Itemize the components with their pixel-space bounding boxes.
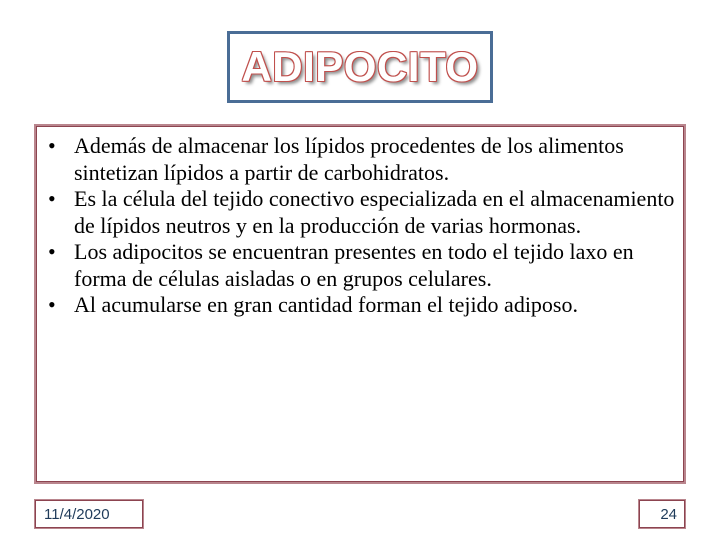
slide-title: ADIPOCITO	[241, 43, 479, 90]
bullet-item: • Los adipocitos se encuentran presentes en todo el tejido laxo en forma de células aisladas o en grupos celulares.	[45, 239, 675, 292]
content-box	[34, 124, 686, 484]
bullet-item: • Es la célula del tejido conectivo especializada en el almacenamiento de lípidos neutros y en la producción de varias hormonas.	[45, 186, 675, 239]
bullet-list	[37, 127, 683, 319]
bullet-item: • Además de almacenar los lípidos procedentes de los alimentos sintetizan lípidos a partir de carbohidratos.	[45, 133, 675, 186]
footer-date: 11/4/2020	[34, 499, 144, 529]
bullet-item: • Al acumularse en gran cantidad forman el tejido adiposo.	[45, 292, 675, 319]
footer-page-number: 24	[638, 499, 686, 529]
title-box	[227, 31, 493, 103]
